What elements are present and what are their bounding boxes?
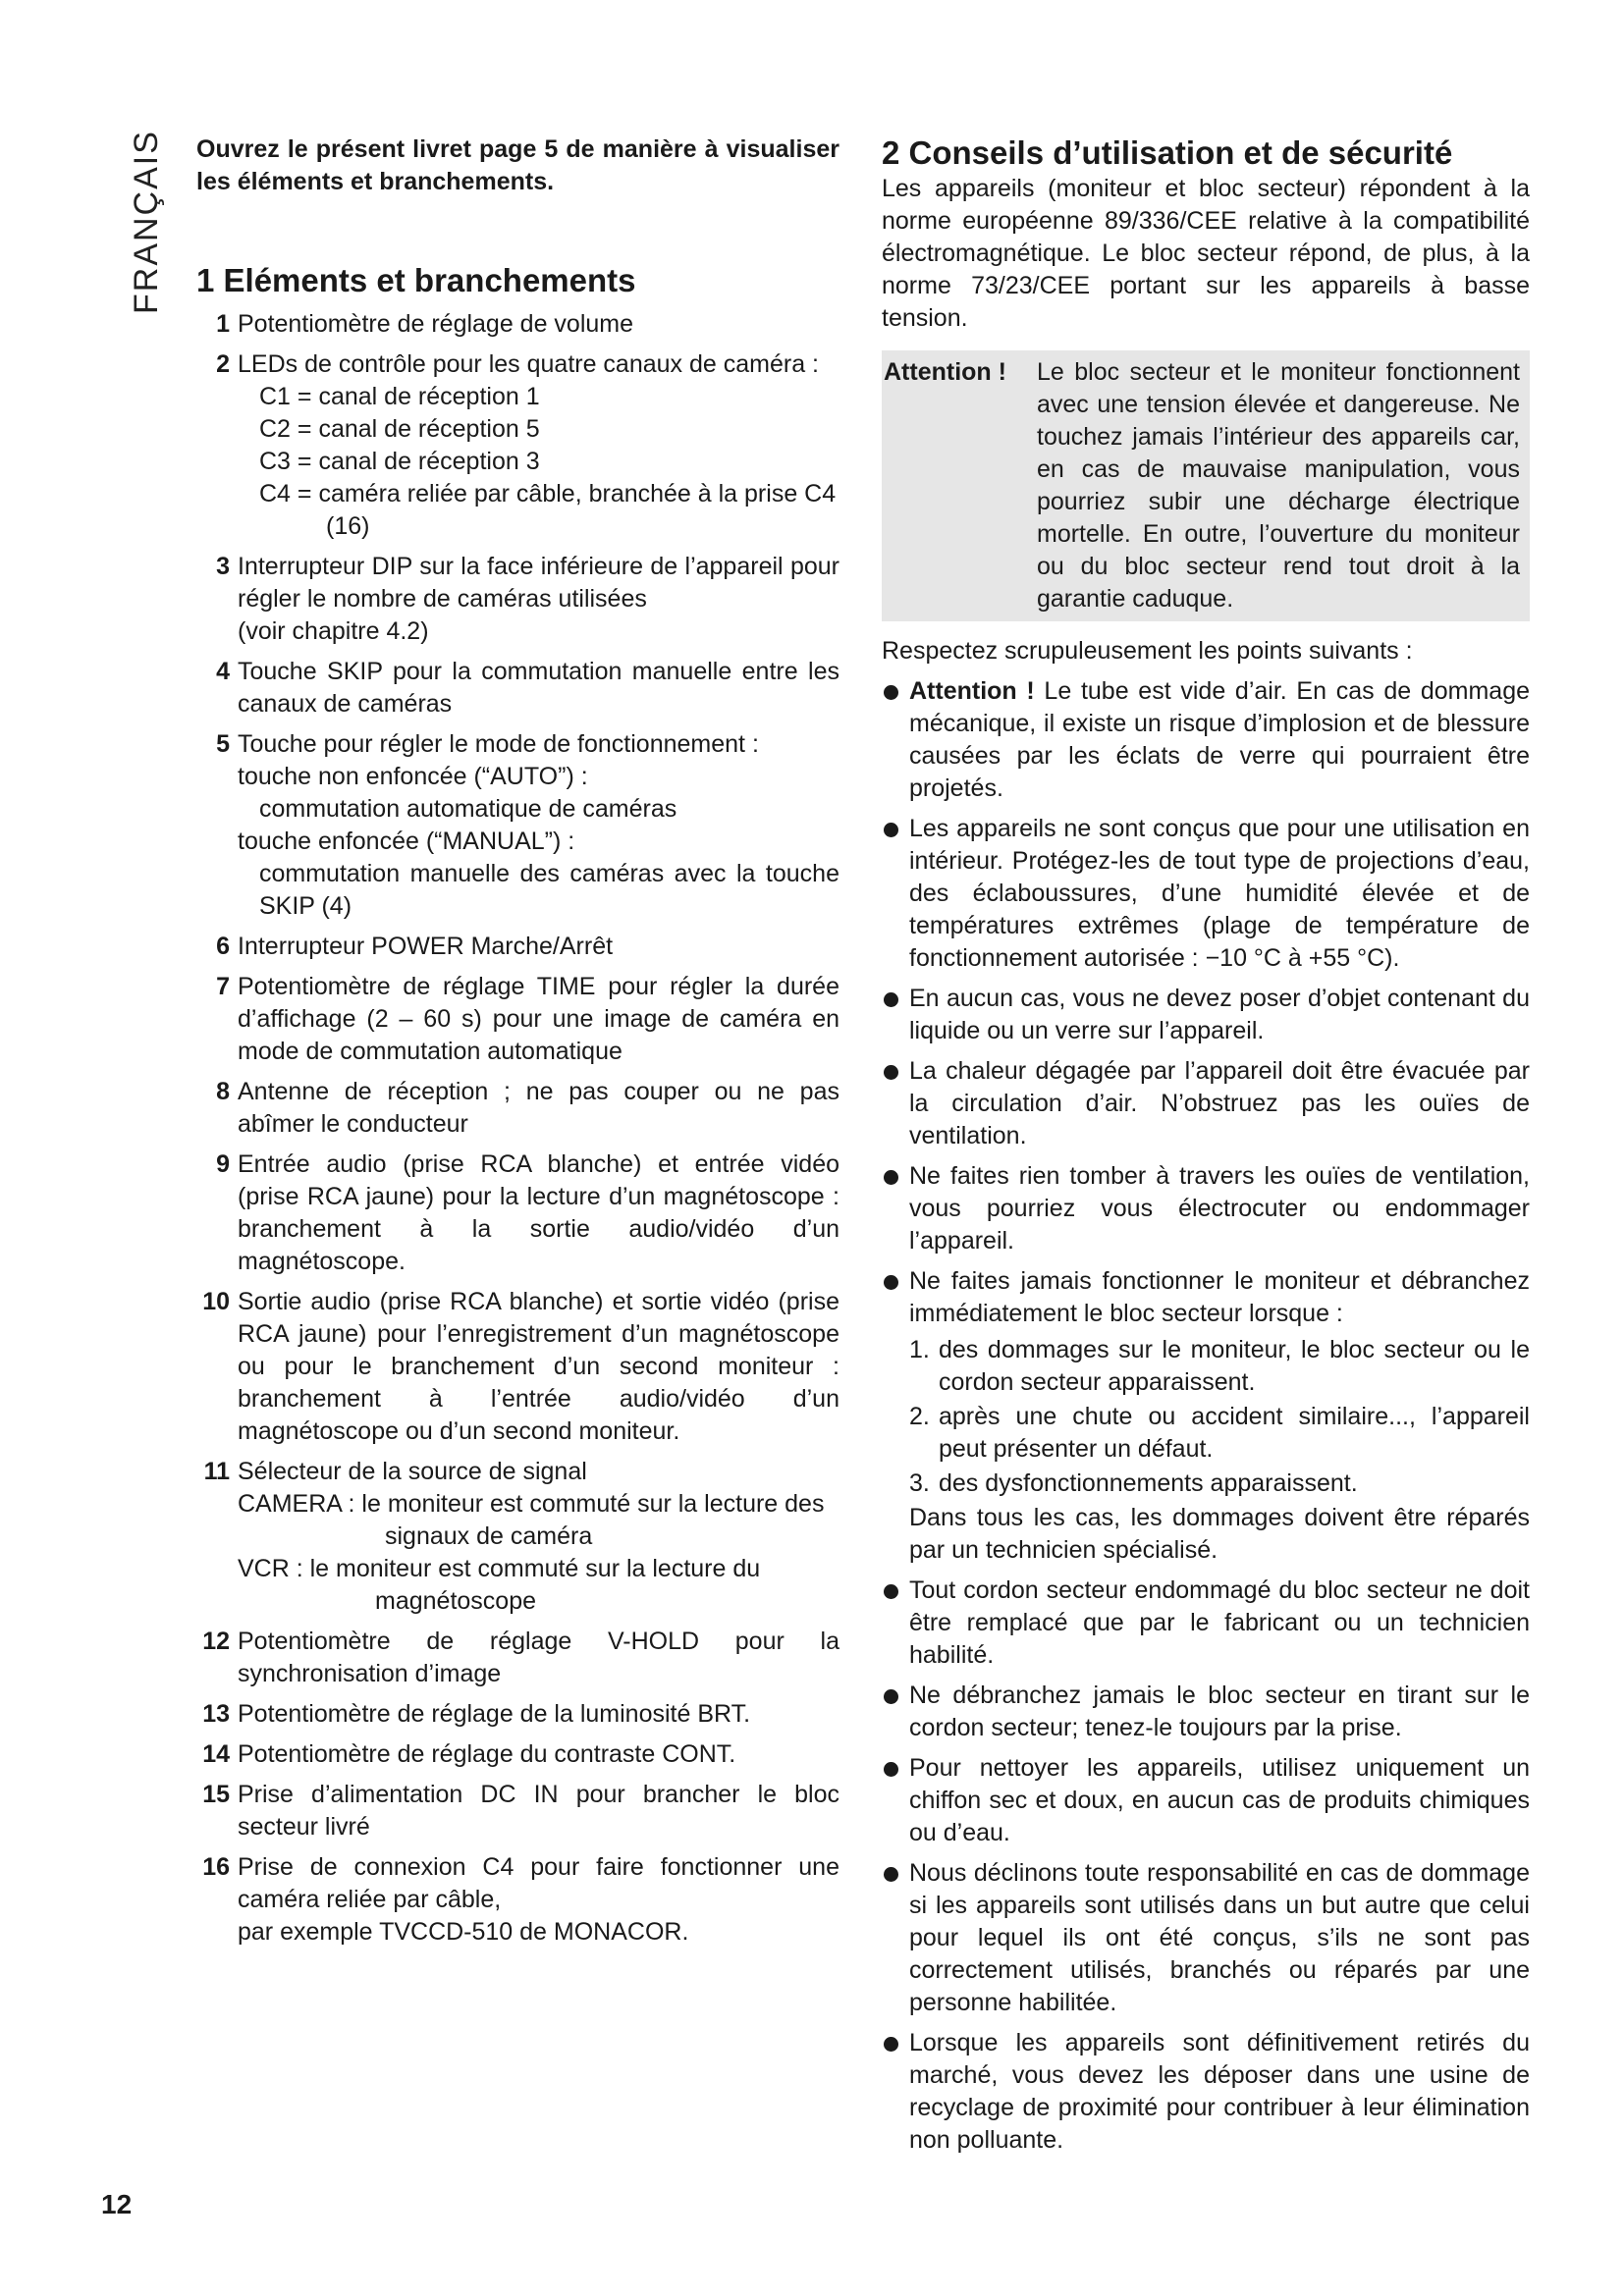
list-item xyxy=(196,1698,839,1731)
bullet-item xyxy=(882,813,1530,975)
bullet-item xyxy=(882,1680,1530,1744)
item-number: 5 xyxy=(216,730,230,758)
list-item xyxy=(196,1076,839,1141)
item-number: 11 xyxy=(203,1458,230,1485)
warning-box xyxy=(882,350,1530,621)
item-number: 8 xyxy=(216,1078,230,1105)
intro-text: Ouvrez le présent livret page 5 de manière à visualiser les éléments et branchements. xyxy=(196,135,839,195)
item-number: 1 xyxy=(216,310,230,338)
section2-title: 2 Conseils d’utilisation et de sécurité xyxy=(882,134,1453,171)
section2-intro: Les appareils (moniteur et bloc secteur) répondent à la norme européenne 89/336/CEE relative à la compatibilité électromagnétique. Le bloc secteur répond, de plus, à la norme 73/23/CEE portant sur les appareils à basse tension. xyxy=(882,175,1530,332)
bullet-bold: Attention ! xyxy=(909,677,1035,705)
section1-title: 1 Eléments et branchements xyxy=(196,262,636,298)
left-column xyxy=(196,133,839,1949)
list-item xyxy=(196,1626,839,1690)
item-number: 13 xyxy=(202,1700,230,1728)
list-item xyxy=(196,728,839,923)
item-number: 7 xyxy=(216,973,230,1000)
item-text: Potentiomètre de réglage de volume xyxy=(238,310,634,338)
list-item xyxy=(196,1286,839,1448)
bullet-text: Nous déclinons toute responsabilité en cas de dommage si les appareils sont utilisés dans un but autre que celui pour lequel ils ont été conçus, s’ils ne sont pas correctement utilisés, branchés ou réparés par une personne habilitée. xyxy=(909,1859,1530,2016)
bullet-text: Ne débranchez jamais le bloc secteur en tirant sur le cordon secteur; tenez-le toujours par la prise. xyxy=(909,1682,1530,1741)
item-text: Antenne de réception ; ne pas couper ou ne pas abîmer le conducteur xyxy=(238,1078,839,1138)
item-number: 12 xyxy=(202,1628,230,1655)
bullet-item xyxy=(882,1160,1530,1257)
item-text: Entrée audio (prise RCA blanche) et entrée vidéo (prise RCA jaune) pour la lecture d’un magnétoscope : branchement à la sortie audio/vidéo d’un magnétoscope. xyxy=(238,1150,839,1275)
item-text: Potentiomètre de réglage du contraste CONT. xyxy=(238,1740,736,1768)
item-sub: (voir chapitre 4.2) xyxy=(238,617,429,645)
item-text: LEDs de contrôle pour les quatre canaux de caméra : xyxy=(238,350,820,378)
item-sub: commutation manuelle des caméras avec la touche SKIP (4) xyxy=(259,860,839,920)
warning-label: Attention ! xyxy=(884,358,1006,386)
item-text: Potentiomètre de réglage V-HOLD pour la synchronisation d’image xyxy=(238,1628,839,1687)
item-text: Potentiomètre de réglage TIME pour régler la durée d’affichage (2 – 60 s) pour une image de caméra en mode de commutation automatique xyxy=(238,973,839,1065)
bullet-item xyxy=(882,1752,1530,1849)
item-text: Sortie audio (prise RCA blanche) et sortie vidéo (prise RCA jaune) pour l’enregistrement d’un magnétoscope ou pour le branchement d’un second moniteur : branchement à l’entrée audio/vidéo d’un magnétoscope ou d’un second moniteur. xyxy=(238,1288,839,1445)
bullet-item xyxy=(882,675,1530,805)
list-item xyxy=(196,308,839,341)
item-text: Interrupteur POWER Marche/Arrêt xyxy=(238,933,614,960)
bullet-text: La chaleur dégagée par l’appareil doit être évacuée par la circulation d’air. N’obstruez pas les ouïes de ventilation. xyxy=(909,1057,1530,1149)
item-sub: C1 = canal de réception 1 xyxy=(259,383,540,410)
item-number: 4 xyxy=(216,658,230,685)
sublist-number: 2. xyxy=(909,1403,930,1430)
list-item xyxy=(196,551,839,648)
section2-lead: Respectez scrupuleusement les points suivants : xyxy=(882,637,1413,665)
item-sub: C4 = caméra reliée par câble, branchée à la prise C4 (16) xyxy=(259,480,837,540)
warning-text: Le bloc secteur et le moniteur fonctionnent avec une tension élevée et dangereuse. Ne touchez jamais l’intérieur des appareils car, en cas de mauvaise manipulation, vous pourriez subir une décharge électrique mortelle. En outre, l’ouverture du moniteur ou du bloc secteur rend tout droit à la garantie caduque. xyxy=(1037,358,1520,613)
item-text: Prise d’alimentation DC IN pour brancher le bloc secteur livré xyxy=(238,1781,839,1841)
sublist-number: 1. xyxy=(909,1336,930,1363)
list-item xyxy=(196,1148,839,1278)
list-item xyxy=(196,1851,839,1949)
sublist-item xyxy=(909,1401,1530,1466)
item-sub: touche non enfoncée (“AUTO”) : xyxy=(238,763,588,790)
sublist-item xyxy=(909,1468,1530,1500)
bullet-text: En aucun cas, vous ne devez poser d’objet contenant du liquide ou un verre sur l’appareil. xyxy=(909,985,1530,1044)
bullet-text: Lorsque les appareils sont définitivement retirés du marché, vous devez les déposer dans une usine de recyclage de proximité pour contribuer à leur élimination non polluante. xyxy=(909,2029,1530,2154)
page-number: 12 xyxy=(101,2189,133,2219)
list-item xyxy=(196,931,839,963)
item-sub: commutation automatique de caméras xyxy=(259,795,677,823)
bullet-item xyxy=(882,1575,1530,1672)
list-item xyxy=(196,1738,839,1771)
item-number: 16 xyxy=(202,1853,230,1881)
item-text: Touche pour régler le mode de fonctionnement : xyxy=(238,730,759,758)
right-column xyxy=(882,133,1530,2157)
item-number: 9 xyxy=(216,1150,230,1178)
sublist-text: des dommages sur le moniteur, le bloc secteur ou le cordon secteur apparaissent. xyxy=(939,1336,1530,1396)
bullet-text: Pour nettoyer les appareils, utilisez uniquement un chiffon sec et doux, en aucun cas de produits chimiques ou d’eau. xyxy=(909,1754,1530,1846)
item-text: Prise de connexion C4 pour faire fonctionner une caméra reliée par câble, xyxy=(238,1853,839,1913)
item-sub: VCR : le moniteur est commuté sur la lecture du magnétoscope xyxy=(238,1555,761,1615)
bullet-text: Tout cordon secteur endommagé du bloc secteur ne doit être remplacé que par le fabricant ou un technicien habilité. xyxy=(909,1576,1530,1669)
sublist-number: 3. xyxy=(909,1469,930,1497)
item-text: Interrupteur DIP sur la face inférieure de l’appareil pour régler le nombre de caméras utilisées xyxy=(238,553,839,613)
item-sub: CAMERA : le moniteur est commuté sur la lecture des signaux de caméra xyxy=(238,1490,825,1550)
bullet-item xyxy=(882,1055,1530,1152)
bullet-item xyxy=(882,2027,1530,2157)
bullet-text: Le tube est vide d’air. En cas de dommage mécanique, il existe un risque d’implosion et de blessure causées par les éclats de verre qui pourraient être projetés. xyxy=(909,677,1530,802)
language-label: FRANÇAIS xyxy=(128,130,165,314)
item-sub: C3 = canal de réception 3 xyxy=(259,448,540,475)
item-text: Sélecteur de la source de signal xyxy=(238,1458,587,1485)
list-item xyxy=(196,971,839,1068)
item-number: 3 xyxy=(216,553,230,580)
bullet-text: Ne faites jamais fonctionner le moniteur et débranchez immédiatement le bloc secteur lorsque : xyxy=(909,1267,1530,1327)
list-item xyxy=(196,1779,839,1843)
bullet-item xyxy=(882,1265,1530,1567)
item-text: Touche SKIP pour la commutation manuelle entre les canaux de caméras xyxy=(238,658,839,718)
item-number: 2 xyxy=(216,350,230,378)
bullet-text: Les appareils ne sont conçus que pour une utilisation en intérieur. Protégez-les de tout type de projections d’eau, des éclaboussures, d’une humidité élevée et de températures extrêmes (plage de température de fonctionnement autorisée : −10 °C à +55 °C). xyxy=(909,815,1530,972)
list-item xyxy=(196,1456,839,1618)
sublist-text: des dysfonctionnements apparaissent. xyxy=(939,1469,1358,1497)
item-number: 15 xyxy=(202,1781,230,1808)
item-text: Potentiomètre de réglage de la luminosité BRT. xyxy=(238,1700,751,1728)
item-number: 10 xyxy=(202,1288,230,1315)
bullet-after-text: Dans tous les cas, les dommages doivent être réparés par un technicien spécialisé. xyxy=(909,1504,1530,1564)
item-sub: touche enfoncée (“MANUAL”) : xyxy=(238,828,575,855)
item-sub: par exemple TVCCD-510 de MONACOR. xyxy=(238,1918,689,1946)
list-item xyxy=(196,656,839,721)
bullet-item xyxy=(882,983,1530,1047)
item-number: 6 xyxy=(216,933,230,960)
bullet-text: Ne faites rien tomber à travers les ouïes de ventilation, vous pourriez vous électrocuter ou endommager l’appareil. xyxy=(909,1162,1530,1255)
item-number: 14 xyxy=(202,1740,230,1768)
bullet-item xyxy=(882,1857,1530,2019)
sublist-item xyxy=(909,1334,1530,1399)
item-sub: C2 = canal de réception 5 xyxy=(259,415,540,443)
numbered-sublist xyxy=(909,1334,1530,1500)
list-item xyxy=(196,348,839,543)
sublist-text: après une chute ou accident similaire..., l’appareil peut présenter un défaut. xyxy=(939,1403,1530,1463)
